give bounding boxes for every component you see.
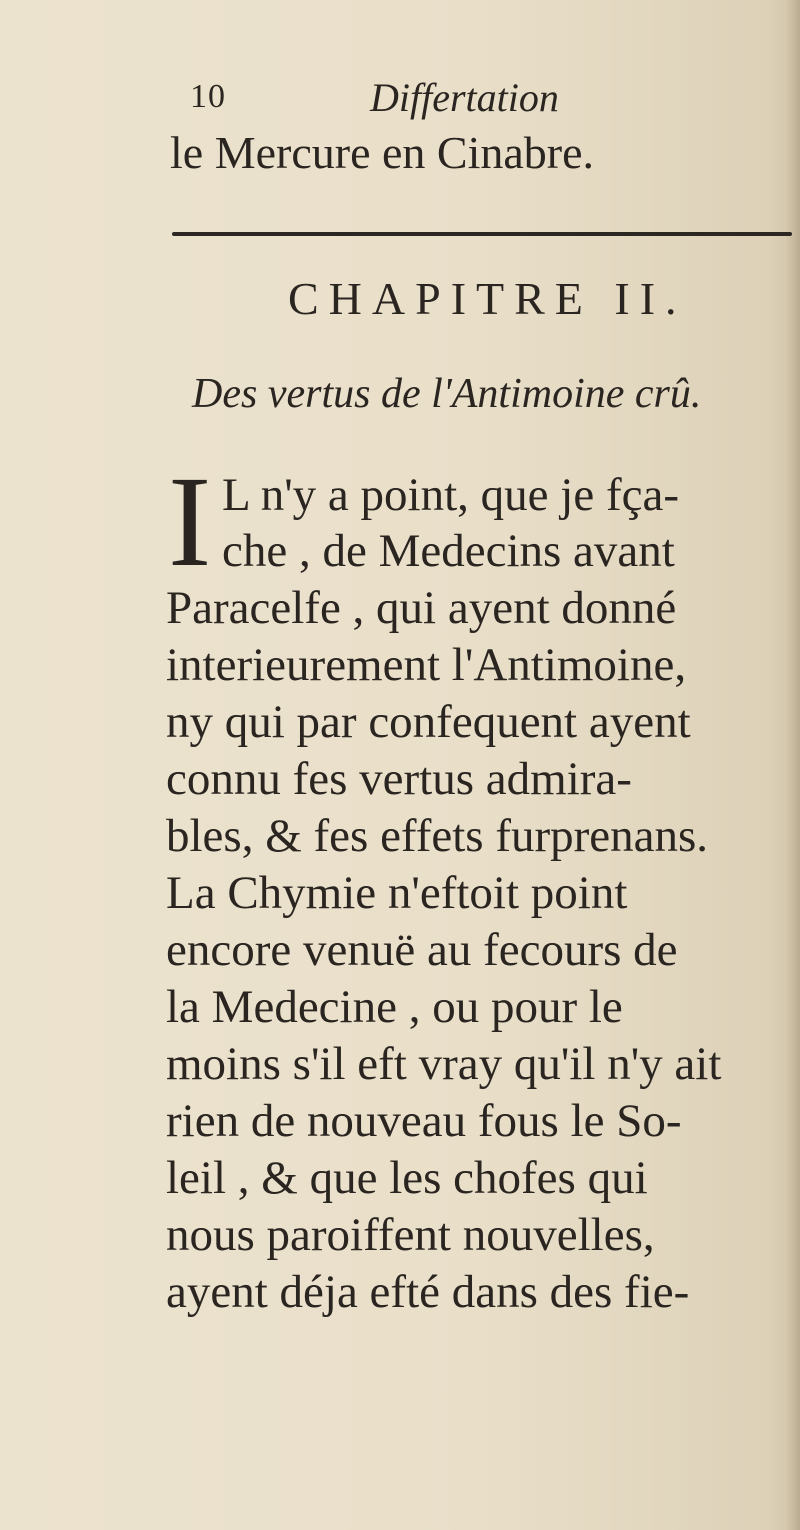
chapter-heading: CHAPITRE II.	[288, 273, 687, 324]
running-head: Differtation	[370, 75, 559, 120]
text-line: La Chymie n'eftoit point	[166, 867, 628, 919]
text-line: ayent déja efté dans des fie-	[166, 1266, 690, 1318]
text-line: L n'y a point, que je fça-	[222, 469, 679, 521]
text-line: bles, & fes effets furprenans.	[166, 810, 709, 862]
text-line: encore venuë au fecours de	[166, 924, 678, 976]
text-line: interieurement l'Antimoine,	[166, 639, 687, 691]
carryover-line: le Mercure en Cinabre.	[170, 127, 595, 178]
page-header	[190, 75, 750, 128]
text-line: moins s'il eft vray qu'il n'y ait	[166, 1038, 722, 1090]
text-line: leil , & que les chofes qui	[166, 1152, 648, 1204]
chapter-title: Des vertus de l'Antimoine crû.	[192, 371, 702, 417]
text-line: la Medecine , ou pour le	[166, 981, 623, 1033]
text-line: connu fes vertus admira-	[166, 753, 632, 805]
drop-cap: I	[168, 450, 212, 594]
text-line: che , de Medecins avant	[222, 525, 675, 577]
text-line: ny qui par confequent ayent	[166, 696, 691, 748]
text-line: nous paroiffent nouvelles,	[166, 1209, 655, 1261]
text-line: Paracelfe , qui ayent donné	[166, 582, 677, 634]
text-line: rien de nouveau fous le So-	[166, 1095, 682, 1147]
section-divider	[172, 232, 792, 236]
page-number: 10	[190, 78, 226, 115]
